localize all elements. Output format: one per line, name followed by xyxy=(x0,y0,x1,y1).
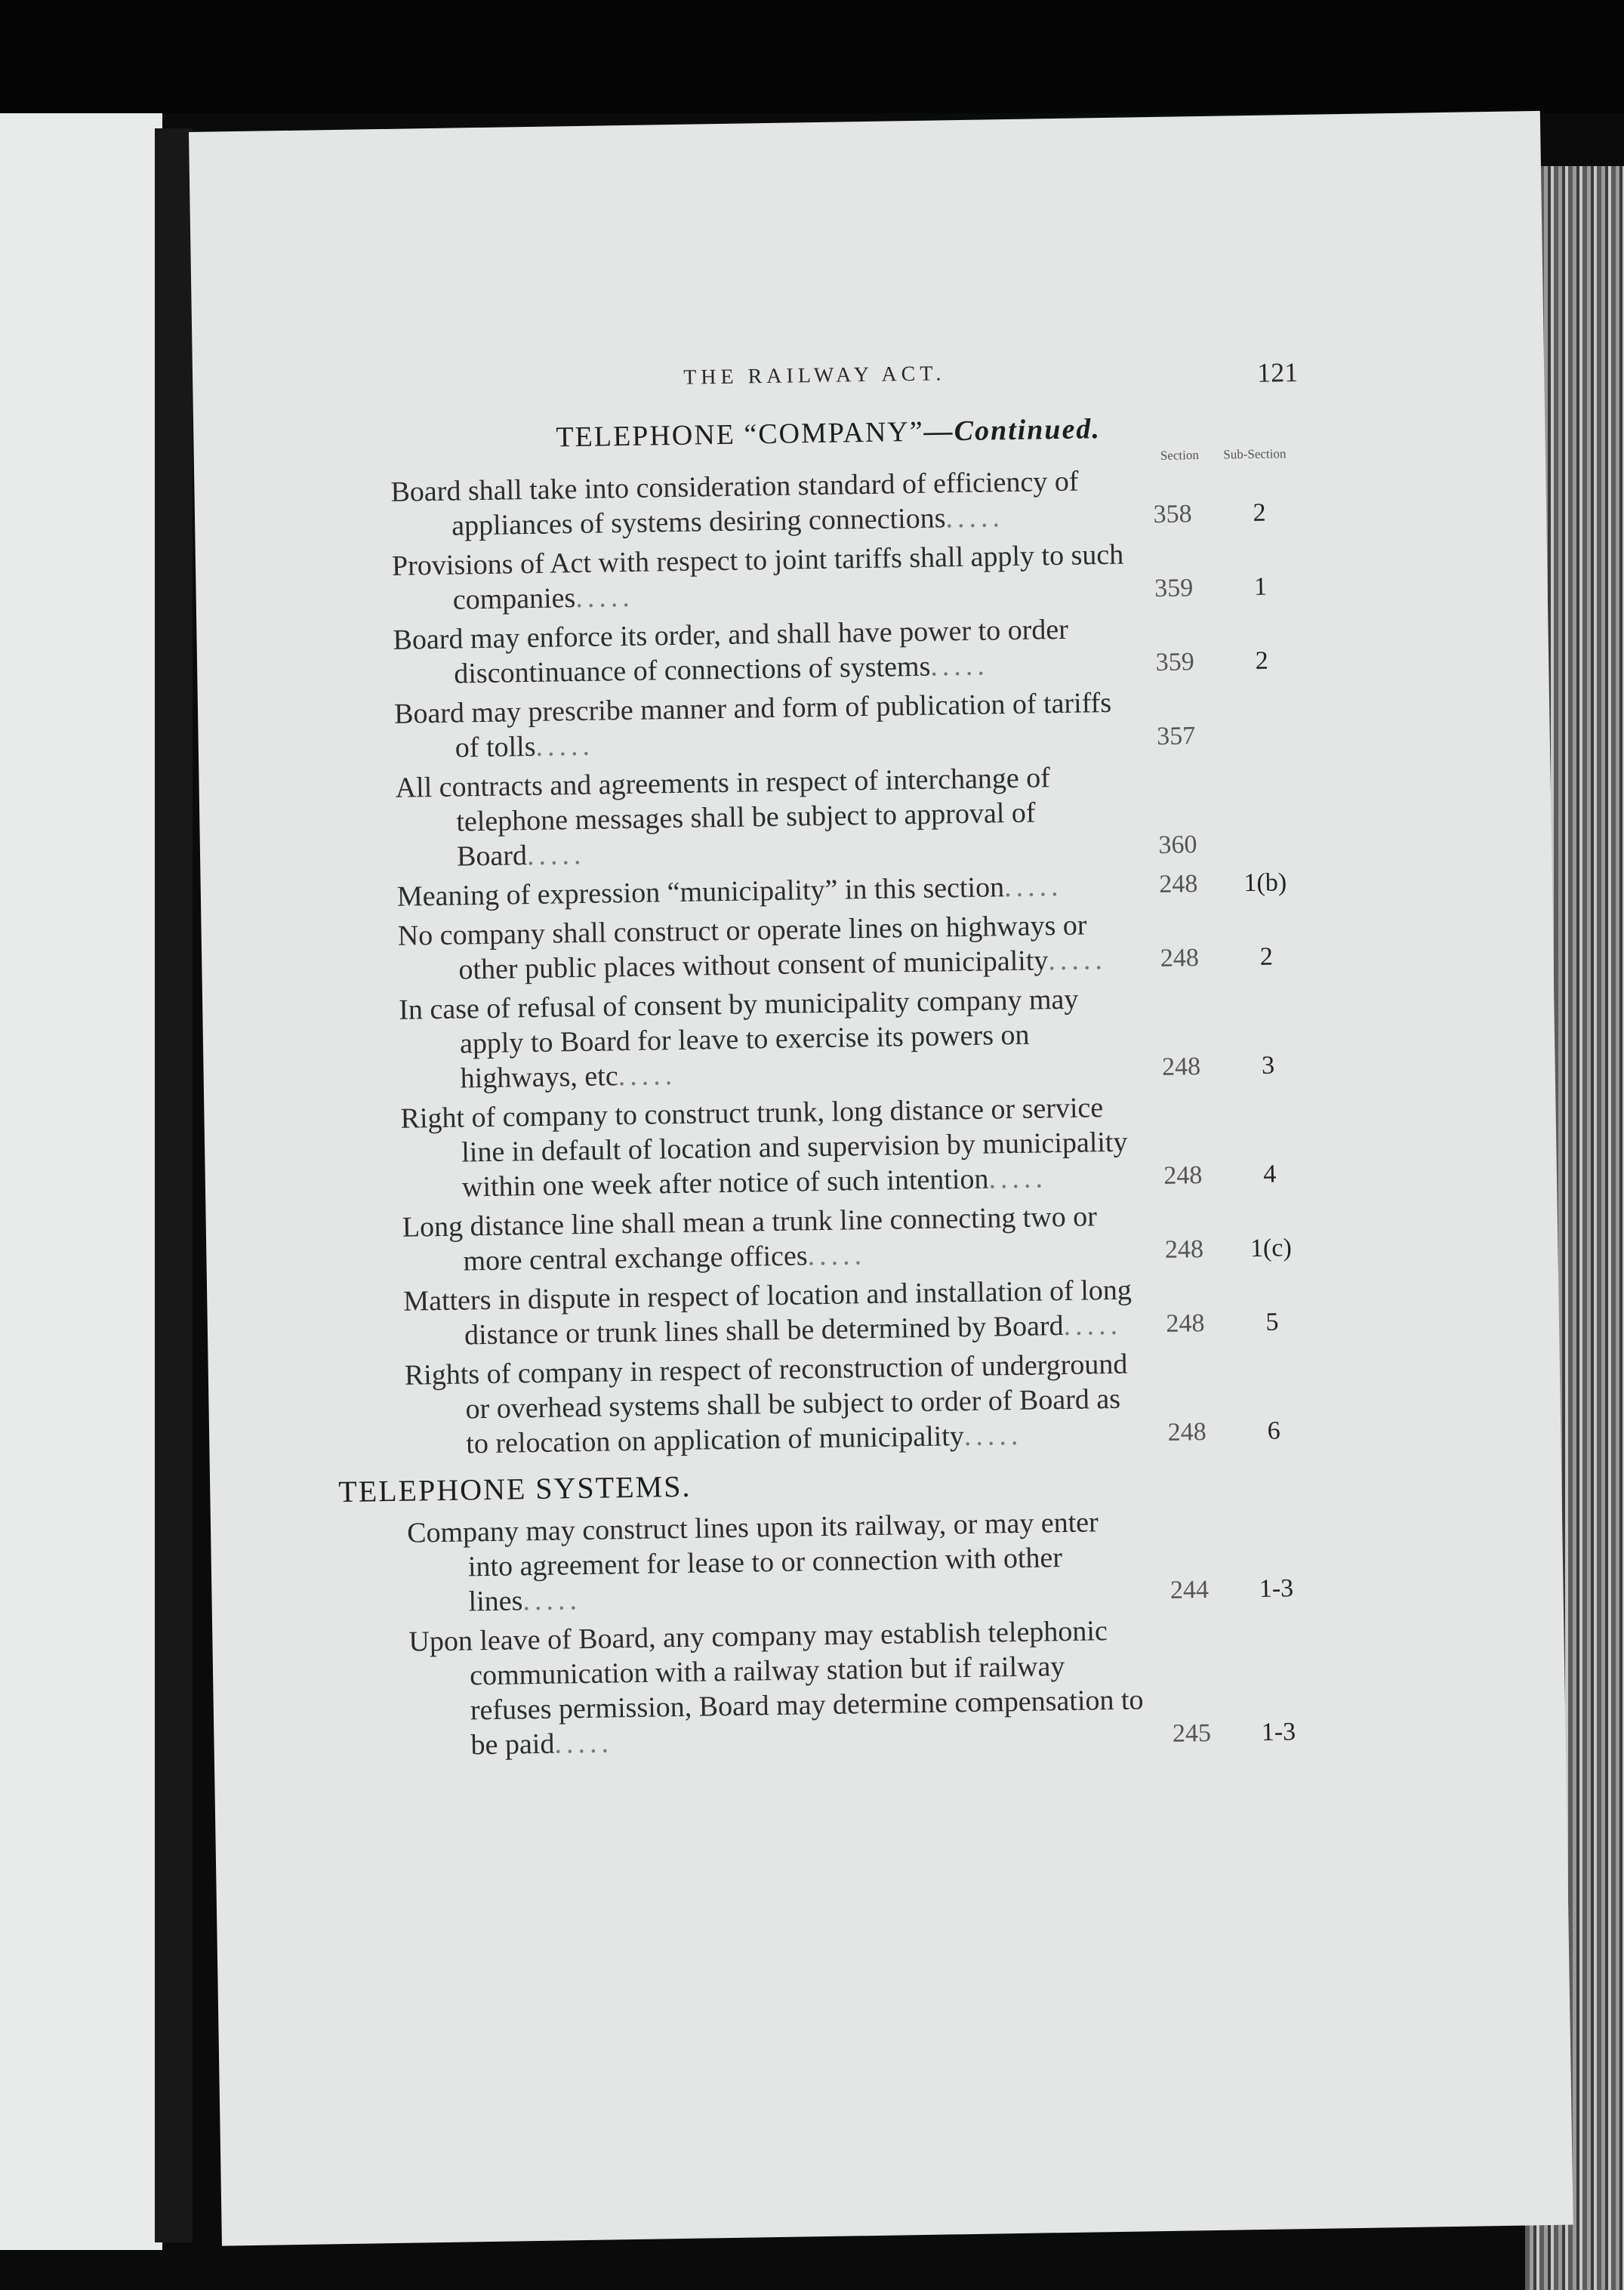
entry-text xyxy=(393,611,1133,692)
entry-section: 358 xyxy=(1153,500,1192,529)
index-entry xyxy=(390,461,1305,544)
leader-dots: ..... xyxy=(575,581,635,615)
entry-section: 245 xyxy=(1172,1718,1212,1748)
document-page xyxy=(189,111,1573,2246)
entry-text xyxy=(397,868,1138,914)
heading-main: TELEPHONE “COMPANY” xyxy=(556,415,924,454)
entry-section: 248 xyxy=(1159,870,1198,898)
entry-text xyxy=(390,463,1131,544)
section-heading xyxy=(556,412,1101,454)
entry-description: No company shall construct or operate lines on highways or other public places without consent of municipality xyxy=(397,909,1087,986)
heading-continued: —Continued. xyxy=(923,413,1102,448)
leader-dots: ..... xyxy=(526,838,586,872)
entry-subsection: 2 xyxy=(1259,942,1274,971)
index-entry xyxy=(405,1344,1320,1462)
running-header: THE RAILWAY ACT. xyxy=(683,362,946,390)
entry-description: Rights of company in respect of reconstruction of underground or overhead systems shall be subject to order of Board as to relocation on application of municipality xyxy=(404,1348,1128,1460)
column-header-subsection: Sub-Section xyxy=(1223,446,1287,462)
index-entry xyxy=(403,1270,1317,1354)
entry-description: Right of company to construct trunk, long distance or service line in default of location and supervision by municipality within one week after notice of such intention xyxy=(400,1092,1128,1204)
entry-description: Long distance line shall mean a trunk line connecting two or more central exchange offices xyxy=(402,1200,1098,1278)
leader-dots: ..... xyxy=(522,1584,582,1617)
entry-section: 248 xyxy=(1161,1053,1201,1081)
index-entry xyxy=(400,1087,1315,1206)
index-entry xyxy=(394,683,1308,766)
entry-subsection: 2 xyxy=(1253,498,1266,527)
index-entry xyxy=(407,1502,1322,1620)
entry-section: 359 xyxy=(1155,648,1194,677)
subsection-title: TELEPHONE SYSTEMS. xyxy=(337,1469,692,1509)
index-entry xyxy=(397,905,1311,988)
entry-description: Matters in dispute in respect of location and installation of long distance or trunk lines shall be determined by Board xyxy=(403,1274,1132,1352)
entry-description: All contracts and agreements in respect of interchange of telephone messages shall be subject to approval of Board xyxy=(395,762,1051,873)
entry-text xyxy=(395,759,1136,874)
scan-background-top xyxy=(0,0,1624,113)
index-entry xyxy=(402,1196,1316,1280)
entry-subsection: 1(c) xyxy=(1250,1234,1293,1263)
entry-text xyxy=(407,1504,1148,1620)
entry-subsection: 1 xyxy=(1253,572,1268,601)
index-entry xyxy=(408,1610,1324,1764)
leader-dots: ..... xyxy=(618,1059,677,1093)
leader-dots: ..... xyxy=(535,729,595,763)
entry-text xyxy=(402,1198,1142,1279)
entry-subsection xyxy=(1218,752,1308,754)
index-entries xyxy=(337,461,1324,1768)
entry-description: In case of refusal of consent by municipality company may apply to Board for leave to exercise its powers on highways, etc xyxy=(398,983,1079,1095)
entry-description: Board shall take into consideration standard of efficiency of appliances of systems desiring connections xyxy=(390,465,1079,542)
index-entry xyxy=(399,979,1314,1097)
entry-subsection xyxy=(1219,861,1310,862)
entry-section: 248 xyxy=(1160,944,1200,972)
entry-text xyxy=(397,907,1138,988)
entry-text xyxy=(400,1090,1142,1205)
entry-description: Board may enforce its order, and shall have power to order discontinuance of connections of systems xyxy=(393,613,1069,690)
entry-description: Upon leave of Board, any company may establish telephonic communication with a railway station but if railway refuses permission, Board may determine compensation to be paid xyxy=(408,1615,1144,1761)
index-entry xyxy=(395,757,1310,875)
entry-text xyxy=(399,981,1140,1096)
entry-section: 248 xyxy=(1167,1418,1206,1447)
entry-subsection: 6 xyxy=(1267,1416,1280,1445)
page-number: 121 xyxy=(1256,356,1299,388)
entry-subsection: 3 xyxy=(1261,1051,1275,1080)
entry-subsection: 1-3 xyxy=(1261,1718,1296,1746)
entry-section: 244 xyxy=(1169,1576,1210,1604)
entry-description: Board may prescribe manner and form of publication of tariffs of tolls xyxy=(393,686,1112,764)
leader-dots: ..... xyxy=(963,1419,1023,1453)
index-entry xyxy=(393,609,1307,692)
entry-text xyxy=(403,1272,1144,1353)
entry-description: Meaning of expression “municipality” in this section xyxy=(396,871,1005,913)
entry-description: Provisions of Act with respect to joint tariffs shall apply to such companies xyxy=(391,538,1124,616)
leader-dots: ..... xyxy=(930,649,990,683)
leader-dots: ..... xyxy=(1047,944,1108,977)
entry-subsection: 1-3 xyxy=(1259,1574,1294,1603)
leader-dots: ..... xyxy=(554,1727,614,1760)
entry-subsection: 2 xyxy=(1255,646,1268,675)
entry-subsection: 1(b) xyxy=(1243,868,1287,898)
entry-subsection: 5 xyxy=(1265,1308,1279,1336)
left-page-edge xyxy=(0,113,162,2250)
entry-section: 248 xyxy=(1166,1309,1205,1338)
entry-section: 357 xyxy=(1156,722,1196,750)
entry-text xyxy=(394,685,1135,766)
leader-dots: ..... xyxy=(1003,870,1063,904)
book-spine xyxy=(155,128,193,2242)
index-entry xyxy=(392,535,1306,618)
entry-text xyxy=(405,1346,1146,1462)
entry-section: 360 xyxy=(1158,831,1197,859)
leader-dots: ..... xyxy=(1063,1308,1123,1342)
entry-section: 248 xyxy=(1163,1161,1203,1190)
entry-text xyxy=(408,1613,1151,1763)
entry-text xyxy=(392,537,1132,618)
leader-dots: ..... xyxy=(945,501,1005,535)
leader-dots: ..... xyxy=(807,1239,867,1272)
entry-section: 359 xyxy=(1154,574,1194,603)
entry-description: Company may construct lines upon its railway, or may enter into agreement for lease to or connection with other lines xyxy=(406,1506,1099,1618)
column-header-section: Section xyxy=(1160,448,1200,463)
entry-section: 248 xyxy=(1164,1235,1204,1264)
leader-dots: ..... xyxy=(988,1162,1048,1195)
entry-subsection: 4 xyxy=(1263,1160,1277,1188)
